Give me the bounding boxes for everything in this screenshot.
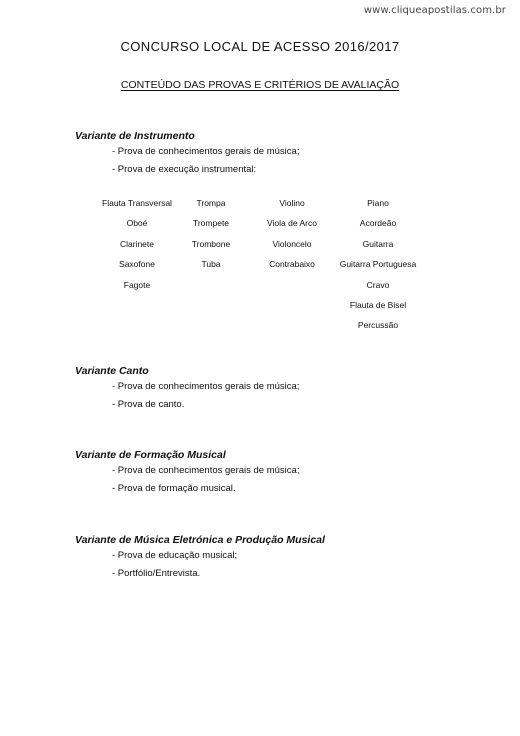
instrument-name: Cravo bbox=[366, 279, 390, 290]
instrument-name: Trombone bbox=[191, 238, 231, 249]
section-formacao-musical bbox=[75, 448, 495, 498]
instrument-name: Contrabaixo bbox=[269, 259, 315, 270]
section-title: Variante de Música Eletrónica e Produção Musical bbox=[75, 534, 325, 546]
section-title: Variante Canto bbox=[75, 365, 149, 377]
section-instrumento bbox=[75, 129, 495, 179]
instrument-column-woodwinds bbox=[95, 196, 179, 298]
instrument-column-brass bbox=[183, 196, 239, 278]
section-musica-eletronica bbox=[75, 533, 495, 583]
instrument-name: Trompete bbox=[192, 218, 230, 229]
instrument-name: Saxofone bbox=[119, 259, 155, 270]
document-subtitle: CONTEÚDO DAS PROVAS E CRITÉRIOS DE AVALIAÇÃO bbox=[120, 79, 400, 91]
section-item: - Prova de formação musical. bbox=[112, 483, 236, 494]
section-item: - Prova de execução instrumental: bbox=[112, 164, 257, 175]
instrument-column-other bbox=[337, 196, 419, 339]
section-title: Variante de Instrumento bbox=[75, 130, 195, 142]
instrument-name: Guitarra Portuguesa bbox=[339, 259, 417, 270]
instrument-name: Tuba bbox=[201, 259, 221, 270]
instrument-name: Violoncelo bbox=[272, 238, 312, 249]
section-item: - Prova de conhecimentos gerais de música; bbox=[112, 381, 300, 392]
instrument-name: Guitarra bbox=[362, 238, 394, 249]
instrument-name: Violino bbox=[279, 198, 305, 208]
instrument-name: Fagote bbox=[123, 279, 151, 290]
instrument-name: Oboé bbox=[126, 218, 148, 229]
instrument-name: Flauta de Bisel bbox=[349, 299, 407, 310]
section-item: - Portfólio/Entrevista. bbox=[112, 568, 201, 579]
watermark-url: www.cliqueapostilas.com.br bbox=[363, 5, 506, 16]
document-title: CONCURSO LOCAL DE ACESSO 2016/2017 bbox=[120, 39, 400, 54]
section-item: - Prova de conhecimentos gerais de música; bbox=[112, 465, 300, 476]
section-item: - Prova de canto. bbox=[112, 399, 185, 410]
instrument-name: Flauta Transversal bbox=[102, 198, 172, 208]
instrument-name: Piano bbox=[367, 198, 389, 208]
instrument-name: Clarinete bbox=[119, 238, 155, 249]
instrument-column-strings bbox=[257, 196, 327, 278]
instrument-name: Acordeão bbox=[359, 218, 397, 229]
section-canto bbox=[75, 364, 495, 414]
instrument-name: Percussão bbox=[357, 320, 399, 331]
instrument-name: Viola de Arco bbox=[267, 218, 317, 229]
instrument-name: Trompa bbox=[196, 198, 226, 208]
section-item: - Prova de educação musical; bbox=[112, 550, 238, 561]
section-title: Variante de Formação Musical bbox=[75, 449, 226, 461]
section-item: - Prova de conhecimentos gerais de música; bbox=[112, 146, 300, 157]
